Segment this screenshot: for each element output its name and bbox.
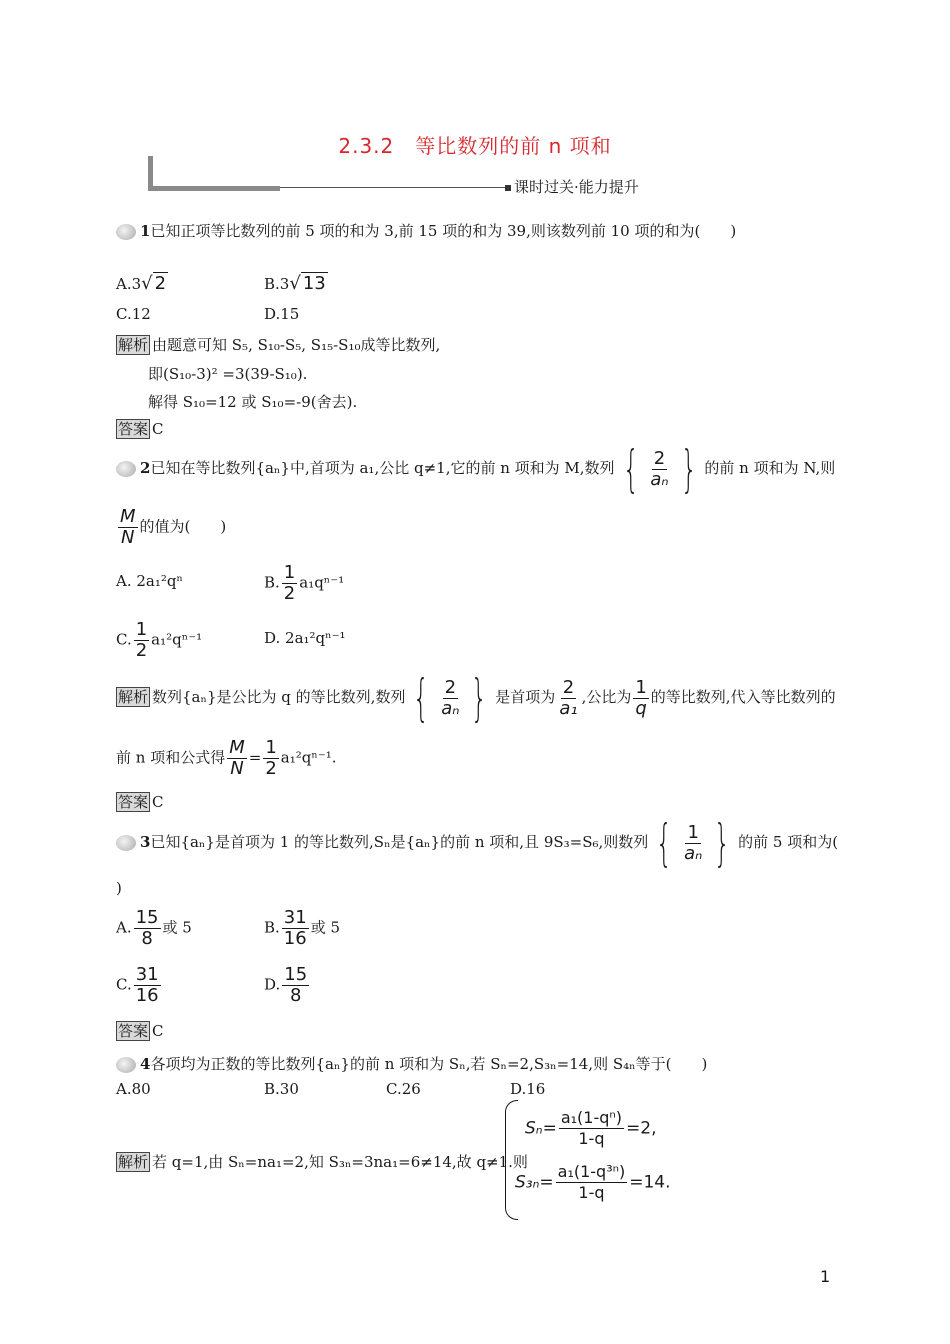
answer-tag: 答案 — [118, 420, 149, 438]
braced-fraction: { $\frac{2}{\text{aₙ}}$ } — [622, 440, 697, 498]
question-bullet-icon — [116, 461, 136, 477]
answer-tag: 答案 — [118, 793, 149, 811]
q4-option-c: C.26 — [386, 1080, 421, 1098]
analysis-tag: 解析 — [118, 336, 149, 354]
sqrt-sign: √ 2 — [141, 273, 167, 294]
q1-analysis: 解析 由题意可知 S₅, S₁₀-S₅, S₁₅-S₁₀成等比数列, — [118, 336, 441, 354]
q1-analysis-line2: 即(S₁₀-3)² =3(39-S₁₀). — [148, 365, 308, 383]
q2-option-b: B. $\frac{1}{2}$ a₁qⁿ⁻¹ — [264, 562, 345, 604]
q1-answer: 答案 C — [118, 420, 164, 438]
q1-option-b: B.3√ 13 — [264, 273, 326, 294]
q2-option-a: A. 2a₁²qⁿ — [116, 572, 183, 590]
section-subtitle: 课时过关·能力提升 — [505, 176, 639, 197]
q1-option-c: C.12 — [116, 305, 151, 323]
answer-tag: 答案 — [118, 1022, 149, 1040]
q3-option-d: D. $\frac{15}{8}$ — [264, 964, 308, 1006]
q4-analysis: 解析 若 q=1,由 Sₙ=na₁=2,知 S₃ₙ=3na₁=6≠14,故 q≠1.则 — [118, 1153, 528, 1171]
equation-2: S₃ₙ= $\frac{\text{a₁(1-q³ⁿ)}}{1-q}$ =14. — [515, 1162, 671, 1202]
header-decoration-bar — [148, 186, 280, 191]
question-3: 3已知{aₙ}是首项为 1 的等比数列,Sₙ是{aₙ}的前 n 项和,且 9S₃=S₆,则数列 { $\frac{1}{\text{aₙ}}$ } 的前 5 项和为( — [116, 820, 838, 866]
question-3-cont: ) — [116, 879, 122, 897]
question-bullet-icon — [116, 224, 136, 240]
q1-option-d: D.15 — [264, 305, 300, 323]
q2-analysis-line2: 前 n 项和公式得 $\frac{M}{N}$ = $\frac{1}{2}$ a₁²qⁿ⁻¹. — [116, 737, 337, 779]
q4-option-d: D.16 — [510, 1080, 546, 1098]
page-number: 1 — [820, 1267, 831, 1286]
question-2-cont: $\frac{M}{N}$ 的值为( ) — [120, 506, 227, 548]
q2-analysis: 解析 数列{aₙ}是公比为 q 的等比数列,数列 { $\frac{2}{\text{aₙ}}$ } 是首项为 $\frac{2}{\text{a₁}}$ ,公比为 $\frac{1}{q}$ 的等比数列,代入等比数列的 — [118, 669, 836, 727]
q3-option-a: A. $\frac{15}{8}$ 或 5 — [116, 907, 192, 949]
question-bullet-icon — [116, 835, 136, 851]
q2-option-d: D. 2a₁²qⁿ⁻¹ — [264, 629, 346, 647]
question-1: 1已知正项等比数列的前 5 项的和为 3,前 15 项的和为 39,则该数列前 10 项的和为( ) — [116, 220, 736, 241]
question-4: 4各项均为正数的等比数列{aₙ}的前 n 项和为 Sₙ,若 Sₙ=2,S₃ₙ=14,则 S₄ₙ等于( ) — [116, 1053, 707, 1074]
q3-option-b: B. $\frac{31}{16}$ 或 5 — [264, 907, 341, 949]
q4-option-a: A.80 — [116, 1080, 151, 1098]
q3-answer: 答案 C — [118, 1022, 164, 1040]
question-2: 2已知在等比数列{aₙ}中,首项为 a₁,公比 q≠1,它的前 n 项和为 M,数列 { $\frac{2}{\text{aₙ}}$ } 的前 n 项和为 N,则 — [116, 446, 835, 492]
page-title: 2.3.2 等比数列的前 n 项和 — [338, 134, 612, 158]
header-decoration — [148, 156, 153, 190]
fraction: $\frac{M}{N}$ — [120, 506, 136, 548]
q1-analysis-line3: 解得 S₁₀=12 或 S₁₀=-9(舍去). — [148, 393, 358, 411]
analysis-tag: 解析 — [118, 688, 149, 706]
braced-fraction: { $\frac{1}{\text{aₙ}}$ } — [656, 814, 731, 872]
header-rule — [280, 187, 510, 188]
q2-option-c: C. $\frac{1}{2}$ a₁²qⁿ⁻¹ — [116, 619, 203, 661]
question-bullet-icon — [116, 1057, 136, 1073]
sqrt-sign: √ 13 — [289, 273, 326, 294]
q1-option-a: A.3√ 2 — [116, 273, 167, 294]
equation-1: Sₙ= $\frac{\text{a₁(1-qⁿ)}}{1-q}$ =2, — [525, 1108, 657, 1148]
q3-option-c: C. $\frac{31}{16}$ — [116, 964, 159, 1006]
square-bullet-icon — [505, 185, 511, 191]
q4-option-b: B.30 — [264, 1080, 299, 1098]
q2-answer: 答案 C — [118, 793, 164, 811]
analysis-tag: 解析 — [118, 1153, 149, 1171]
